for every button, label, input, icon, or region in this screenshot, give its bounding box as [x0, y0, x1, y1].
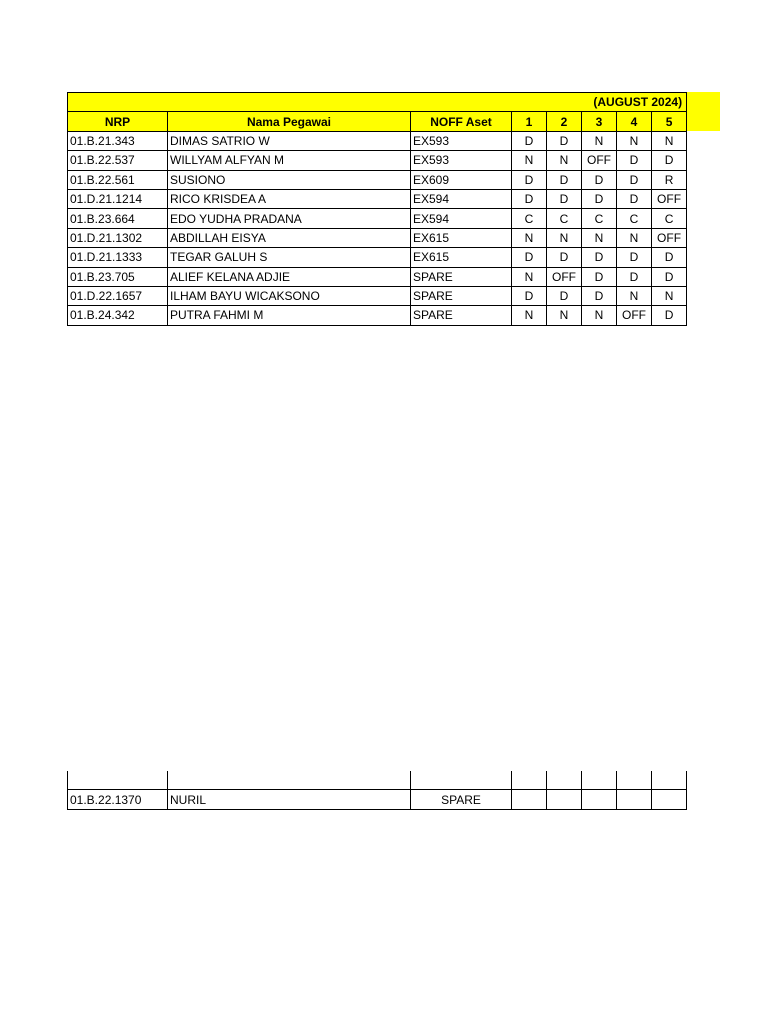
table-row	[68, 189, 687, 208]
cell-nama-pegawai[interactable]: NURIL	[168, 790, 411, 810]
cell-day-5[interactable]: D	[652, 151, 687, 170]
cell-day-5[interactable]: N	[652, 286, 687, 305]
cell-day-4[interactable]: D	[617, 151, 652, 170]
cell-day-2[interactable]	[547, 790, 582, 810]
cell-nama-pegawai[interactable]: EDO YUDHA PRADANA	[168, 209, 411, 228]
cell-noff-aset[interactable]: EX593	[411, 151, 512, 170]
cell-nrp[interactable]: 01.B.22.537	[68, 151, 168, 170]
cell-day-2[interactable]: D	[547, 248, 582, 267]
cell-noff-aset[interactable]: EX593	[411, 131, 512, 150]
cell-day-5[interactable]: D	[652, 306, 687, 325]
cell-day-4[interactable]: D	[617, 248, 652, 267]
cell-blank[interactable]	[68, 771, 168, 790]
cell-nrp[interactable]: 01.D.22.1657	[68, 286, 168, 305]
cell-nama-pegawai[interactable]: DIMAS SATRIO W	[168, 131, 411, 150]
cell-day-2[interactable]: OFF	[547, 267, 582, 286]
header-nama-pegawai[interactable]: Nama Pegawai	[168, 112, 411, 131]
header-fill-extension	[685, 92, 720, 131]
table-row	[68, 209, 687, 228]
cell-blank[interactable]	[547, 771, 582, 790]
cell-nrp[interactable]: 01.B.22.1370	[68, 790, 168, 810]
cell-noff-aset[interactable]: EX594	[411, 209, 512, 228]
cell-nrp[interactable]: 01.B.24.342	[68, 306, 168, 325]
header-day-3[interactable]: 3	[582, 112, 617, 131]
cell-day-5[interactable]: C	[652, 209, 687, 228]
cell-nama-pegawai[interactable]: PUTRA FAHMI M	[168, 306, 411, 325]
cell-day-1[interactable]: D	[512, 170, 547, 189]
cell-day-4[interactable]: N	[617, 286, 652, 305]
lower-table	[67, 771, 687, 810]
cell-day-1[interactable]: N	[512, 151, 547, 170]
cell-day-5[interactable]: OFF	[652, 189, 687, 208]
cell-nrp[interactable]: 01.D.21.1302	[68, 228, 168, 247]
cell-day-2[interactable]: N	[547, 306, 582, 325]
cell-day-4[interactable]: D	[617, 267, 652, 286]
cell-day-3[interactable]	[582, 790, 617, 810]
cell-blank[interactable]	[411, 771, 512, 790]
sheet-title[interactable]: (AUGUST 2024)	[68, 93, 687, 112]
header-nrp[interactable]: NRP	[68, 112, 168, 131]
cell-nrp[interactable]: 01.B.23.705	[68, 267, 168, 286]
table-row	[68, 131, 687, 150]
cell-nrp[interactable]: 01.B.23.664	[68, 209, 168, 228]
cell-nama-pegawai[interactable]: SUSIONO	[168, 170, 411, 189]
cell-day-2[interactable]: D	[547, 286, 582, 305]
cell-nrp[interactable]: 01.D.21.1333	[68, 248, 168, 267]
cell-nama-pegawai[interactable]: ALIEF KELANA ADJIE	[168, 267, 411, 286]
cell-nama-pegawai[interactable]: TEGAR GALUH S	[168, 248, 411, 267]
header-day-2[interactable]: 2	[547, 112, 582, 131]
cell-day-3[interactable]: N	[582, 228, 617, 247]
table-row	[68, 170, 687, 189]
cell-day-1[interactable]: N	[512, 306, 547, 325]
cell-blank[interactable]	[617, 771, 652, 790]
table-row	[68, 286, 687, 305]
cell-blank[interactable]	[512, 771, 547, 790]
cell-noff-aset[interactable]: EX615	[411, 248, 512, 267]
roster-table	[67, 92, 687, 326]
header-day-1[interactable]: 1	[512, 112, 547, 131]
cell-day-5[interactable]: R	[652, 170, 687, 189]
cell-day-4[interactable]: D	[617, 189, 652, 208]
cell-day-1[interactable]: N	[512, 267, 547, 286]
cell-day-3[interactable]: D	[582, 267, 617, 286]
cell-noff-aset[interactable]: SPARE	[411, 306, 512, 325]
cell-day-2[interactable]: D	[547, 170, 582, 189]
table-row	[68, 267, 687, 286]
cell-noff-aset[interactable]: SPARE	[411, 286, 512, 305]
cell-day-1[interactable]: D	[512, 189, 547, 208]
cell-day-4[interactable]: C	[617, 209, 652, 228]
table-row	[68, 306, 687, 325]
table-row	[68, 248, 687, 267]
header-day-5[interactable]: 5	[652, 112, 687, 131]
cell-day-4[interactable]: OFF	[617, 306, 652, 325]
cell-noff-aset[interactable]: SPARE	[411, 267, 512, 286]
cell-day-3[interactable]: N	[582, 131, 617, 150]
table-row	[68, 228, 687, 247]
cell-nama-pegawai[interactable]: WILLYAM ALFYAN M	[168, 151, 411, 170]
cell-nama-pegawai[interactable]: RICO KRISDEA A	[168, 189, 411, 208]
cell-noff-aset[interactable]: EX594	[411, 189, 512, 208]
cell-nrp[interactable]: 01.B.21.343	[68, 131, 168, 150]
cell-day-2[interactable]: C	[547, 209, 582, 228]
cell-nama-pegawai[interactable]: ABDILLAH EISYA	[168, 228, 411, 247]
header-noff-aset[interactable]: NOFF Aset	[411, 112, 512, 131]
cell-day-5[interactable]: N	[652, 131, 687, 150]
cell-day-3[interactable]: D	[582, 189, 617, 208]
cell-day-1[interactable]: D	[512, 248, 547, 267]
cell-day-3[interactable]: D	[582, 286, 617, 305]
cell-day-4[interactable]: N	[617, 131, 652, 150]
cell-day-5[interactable]: D	[652, 267, 687, 286]
cell-day-4[interactable]	[617, 790, 652, 810]
cell-blank[interactable]	[582, 771, 617, 790]
cell-day-3[interactable]: OFF	[582, 151, 617, 170]
cell-day-3[interactable]: D	[582, 170, 617, 189]
cell-day-1[interactable]: D	[512, 286, 547, 305]
blank-row	[68, 771, 687, 790]
cell-nrp[interactable]: 01.D.21.1214	[68, 189, 168, 208]
header-row	[68, 112, 687, 131]
cell-day-5[interactable]: D	[652, 248, 687, 267]
cell-day-5[interactable]	[652, 790, 687, 810]
cell-day-1[interactable]	[512, 790, 547, 810]
cell-day-3[interactable]: C	[582, 209, 617, 228]
cell-day-1[interactable]: D	[512, 131, 547, 150]
cell-day-2[interactable]: N	[547, 151, 582, 170]
cell-day-2[interactable]: N	[547, 228, 582, 247]
cell-day-4[interactable]: D	[617, 170, 652, 189]
cell-nama-pegawai[interactable]: ILHAM BAYU WICAKSONO	[168, 286, 411, 305]
cell-day-2[interactable]: D	[547, 131, 582, 150]
cell-day-3[interactable]: N	[582, 306, 617, 325]
cell-day-1[interactable]: C	[512, 209, 547, 228]
title-row	[68, 93, 687, 112]
table-row	[68, 790, 687, 810]
cell-day-1[interactable]: N	[512, 228, 547, 247]
cell-day-4[interactable]: N	[617, 228, 652, 247]
cell-noff-aset[interactable]: EX615	[411, 228, 512, 247]
cell-nrp[interactable]: 01.B.22.561	[68, 170, 168, 189]
table-row	[68, 151, 687, 170]
cell-blank[interactable]	[652, 771, 687, 790]
cell-day-3[interactable]: D	[582, 248, 617, 267]
cell-blank[interactable]	[168, 771, 411, 790]
cell-noff-aset[interactable]: EX609	[411, 170, 512, 189]
cell-day-5[interactable]: OFF	[652, 228, 687, 247]
header-day-4[interactable]: 4	[617, 112, 652, 131]
cell-day-2[interactable]: D	[547, 189, 582, 208]
cell-noff-aset[interactable]: SPARE	[411, 790, 512, 810]
